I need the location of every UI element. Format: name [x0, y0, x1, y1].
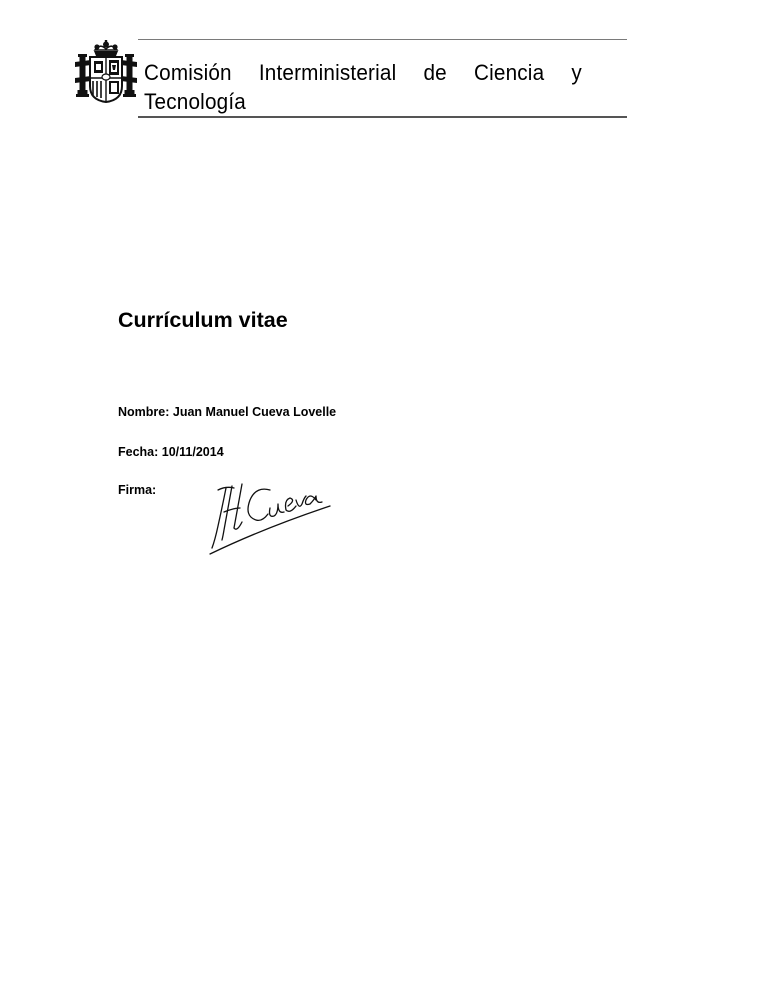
name-field [118, 404, 336, 420]
document-title: Currículum vitae [118, 308, 288, 332]
header-rule-top [138, 39, 627, 40]
signature-label: Firma: [118, 483, 157, 497]
name-value: Juan Manuel Cueva Lovelle [172, 405, 337, 419]
date-label: Fecha: [118, 445, 159, 459]
date-value: 10/11/2014 [161, 445, 224, 459]
header-rule-bottom [138, 116, 627, 118]
signature-field [118, 482, 156, 498]
name-label: Nombre: [118, 405, 170, 419]
handwritten-signature [204, 478, 336, 558]
spanish-coat-of-arms-icon [73, 40, 139, 104]
date-field [118, 444, 224, 460]
header-organization-title: Comisión Interministerial de Ciencia y Tecnología [144, 60, 582, 114]
